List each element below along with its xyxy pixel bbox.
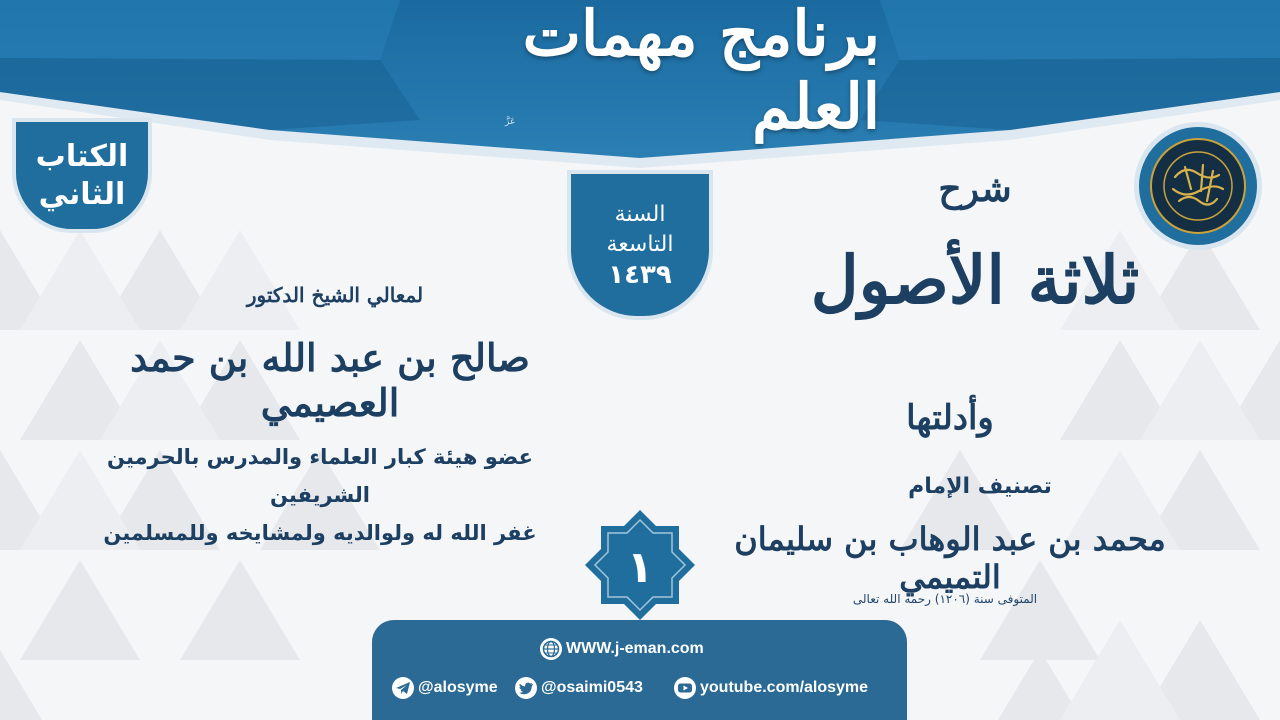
website-link[interactable]: WWW.j-eman.com (566, 640, 704, 657)
program-title: برنامج مهمات العلم (522, 0, 880, 143)
sheikh-honorific: لمعالي الشيخ الدكتور (246, 283, 424, 307)
year-number: ١٤٣٩ (608, 260, 672, 290)
membership-line-1: عضو هيئة كبار العلماء والمدرس بالحرمين الشريفين (107, 445, 533, 507)
year-badge (567, 170, 713, 320)
seal-calligraphy-icon (1159, 147, 1237, 225)
seal-logo (1134, 122, 1262, 250)
sharh-label: شرح (938, 168, 1012, 210)
youtube-icon (674, 677, 696, 699)
book-badge-line2: الثاني (38, 176, 126, 212)
seal-emblem (1150, 138, 1246, 234)
book-number-badge (12, 118, 152, 233)
telegram-icon (392, 677, 414, 699)
youtube-link[interactable]: youtube.com/alosyme (700, 679, 869, 696)
sheikh-name: صالح بن عبد الله بن حمد العصيمي (130, 335, 530, 425)
twitter-row[interactable] (515, 677, 643, 699)
telegram-row[interactable] (392, 677, 498, 699)
contact-footer (372, 620, 907, 720)
episode-star (585, 510, 695, 620)
death-note: المتوفى سنة (١٢٠٦) رحمه الله تعالى (852, 592, 1038, 606)
year-badge-line1: السنة (614, 202, 666, 227)
author-name: محمد بن عبد الوهاب بن سليمان التميمي (734, 520, 1166, 596)
book-subtitle: وأدلتها (906, 398, 994, 438)
twitter-icon (515, 677, 537, 699)
sheikh-membership (90, 438, 550, 552)
telegram-handle[interactable]: @alosyme (418, 679, 498, 696)
globe-icon (540, 638, 562, 660)
membership-line-2: غفر الله له ولوالديه ولمشايخه وللمسلمين (103, 521, 537, 545)
website-row[interactable] (540, 638, 704, 660)
year-badge-line2: التاسعة (606, 232, 674, 257)
twitter-handle[interactable]: @osaimi0543 (541, 679, 643, 696)
book-title: ثلاثة الأصول (810, 241, 1140, 319)
youtube-row[interactable] (674, 677, 868, 699)
book-badge-line1: الكتاب (35, 138, 129, 174)
authored-by-label: تصنيف الإمام (908, 474, 1052, 499)
episode-number: ١ (626, 542, 654, 593)
program-title-mark: عَزَّ (505, 117, 516, 127)
